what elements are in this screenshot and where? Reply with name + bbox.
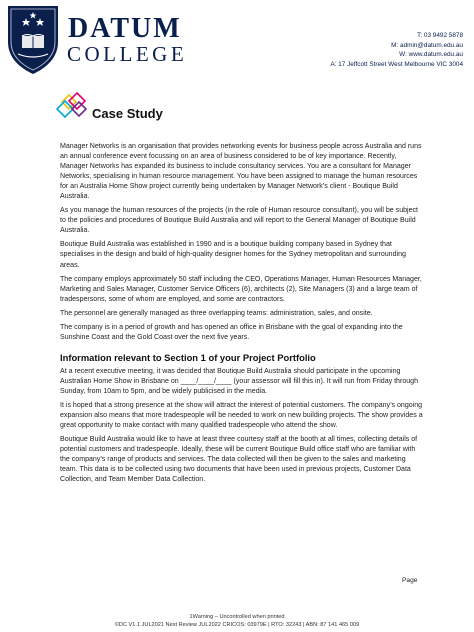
paragraph: The company employs approximately 50 staff including the CEO, Operations Manager, Human Resources Manager, Marketing and Sales Manager, Customer Service Officers (6), architects (2), Site Managers (3) and a large team of tradespersons, some of whom are employed, and some are contractors. — [60, 275, 422, 303]
paragraph: The company is in a period of growth and has opened an office in Brisbane with the goal of expanding into the Sunshine Coast and the Gold Coast over the next five years. — [60, 323, 403, 341]
college-crest-icon — [2, 2, 64, 76]
footer-warning: 1Warning – Uncontrolled when printed — [189, 614, 285, 620]
contact-email: M: admin@datum.edu.au — [391, 41, 463, 49]
college-subtitle: COLLEGE — [67, 42, 188, 66]
contact-address: A: 17 Jeffcott Street West Melbourne VIC 3004 — [330, 60, 463, 68]
document-body — [60, 142, 423, 489]
paragraph: Boutique Build Australia was established in 1990 and is a boutique building company based in Sydney that specialises in the design and build of high-quality designer homes for the Sydney metropolitan and surrounding areas. — [60, 241, 406, 269]
paragraph: Manager Networks is an organisation that provides networking events for business people across Australia and runs an annual conference event focussing on an area of business considered to be of key importance. Recently, Manager Networks has expanded its business to include consultancy services. You are a consultant for Manager Networks, specialising in human resource management. You have been assigned to manage the human resources for an Australia Home Show project currently being undertaken by Manager Network’s client - Boutique Build Australia. — [60, 143, 422, 201]
footer-legal: ©DC V1.1 JUL2021 Next Review JUL2022 CRICOS: 03979E | RTO: 32243 | ABN: 87 141 465 009 — [114, 622, 360, 628]
contact-block — [330, 31, 463, 69]
college-name: DATUM — [68, 13, 182, 44]
contact-website: W: www.datum.edu.au — [399, 51, 463, 59]
paragraph: As you manage the human resources of the projects (in the role of Human resource consultant), you will be subject to the policies and procedures of Boutique Build Australia and will report to the General Manager of Boutique Build Australia. — [60, 207, 419, 235]
paragraph: At a recent executive meeting, it was decided that Boutique Build Australia should participate in the upcoming Australian Home Show in Brisbane on ____/____/____ (your assessor will fill this in). It will run from Friday through Sunday, from 10am to 5pm, and be widely publicised in the media. — [60, 367, 418, 395]
paragraph: It is hoped that a strong presence at the show will attract the interest of potential customers. The company’s ongoing expansion also means that more tradespeople will be needed to work on new building projects. The show provides a great opportunity to make contact with many qualified tradespeople who attend the show. — [60, 401, 423, 430]
page-title: Case Study — [92, 106, 163, 121]
section-heading: Information relevant to Section 1 of your Project Portfolio — [60, 351, 316, 363]
paragraph: The personnel are generally managed as three overlapping teams: administration, sales, and onsite. — [60, 309, 373, 317]
case-study-diamonds-icon — [55, 92, 91, 118]
paragraph: Boutique Build Australia would like to have at least three courtesy staff at the booth at all times, collecting details of potential customers and tradespeople. Ideally, these will be current Boutique Build office staff who are familiar with the company’s range of products and services. The data collected will then be given to the sales and marketing team. This data is to be collected using two documents that have been used in previous projects, Customer Data Collection, and Team Member Data Collection. — [60, 436, 418, 484]
contact-phone: T: 03 9492 5878 — [417, 32, 463, 39]
page-number-label: Page — [402, 577, 418, 584]
